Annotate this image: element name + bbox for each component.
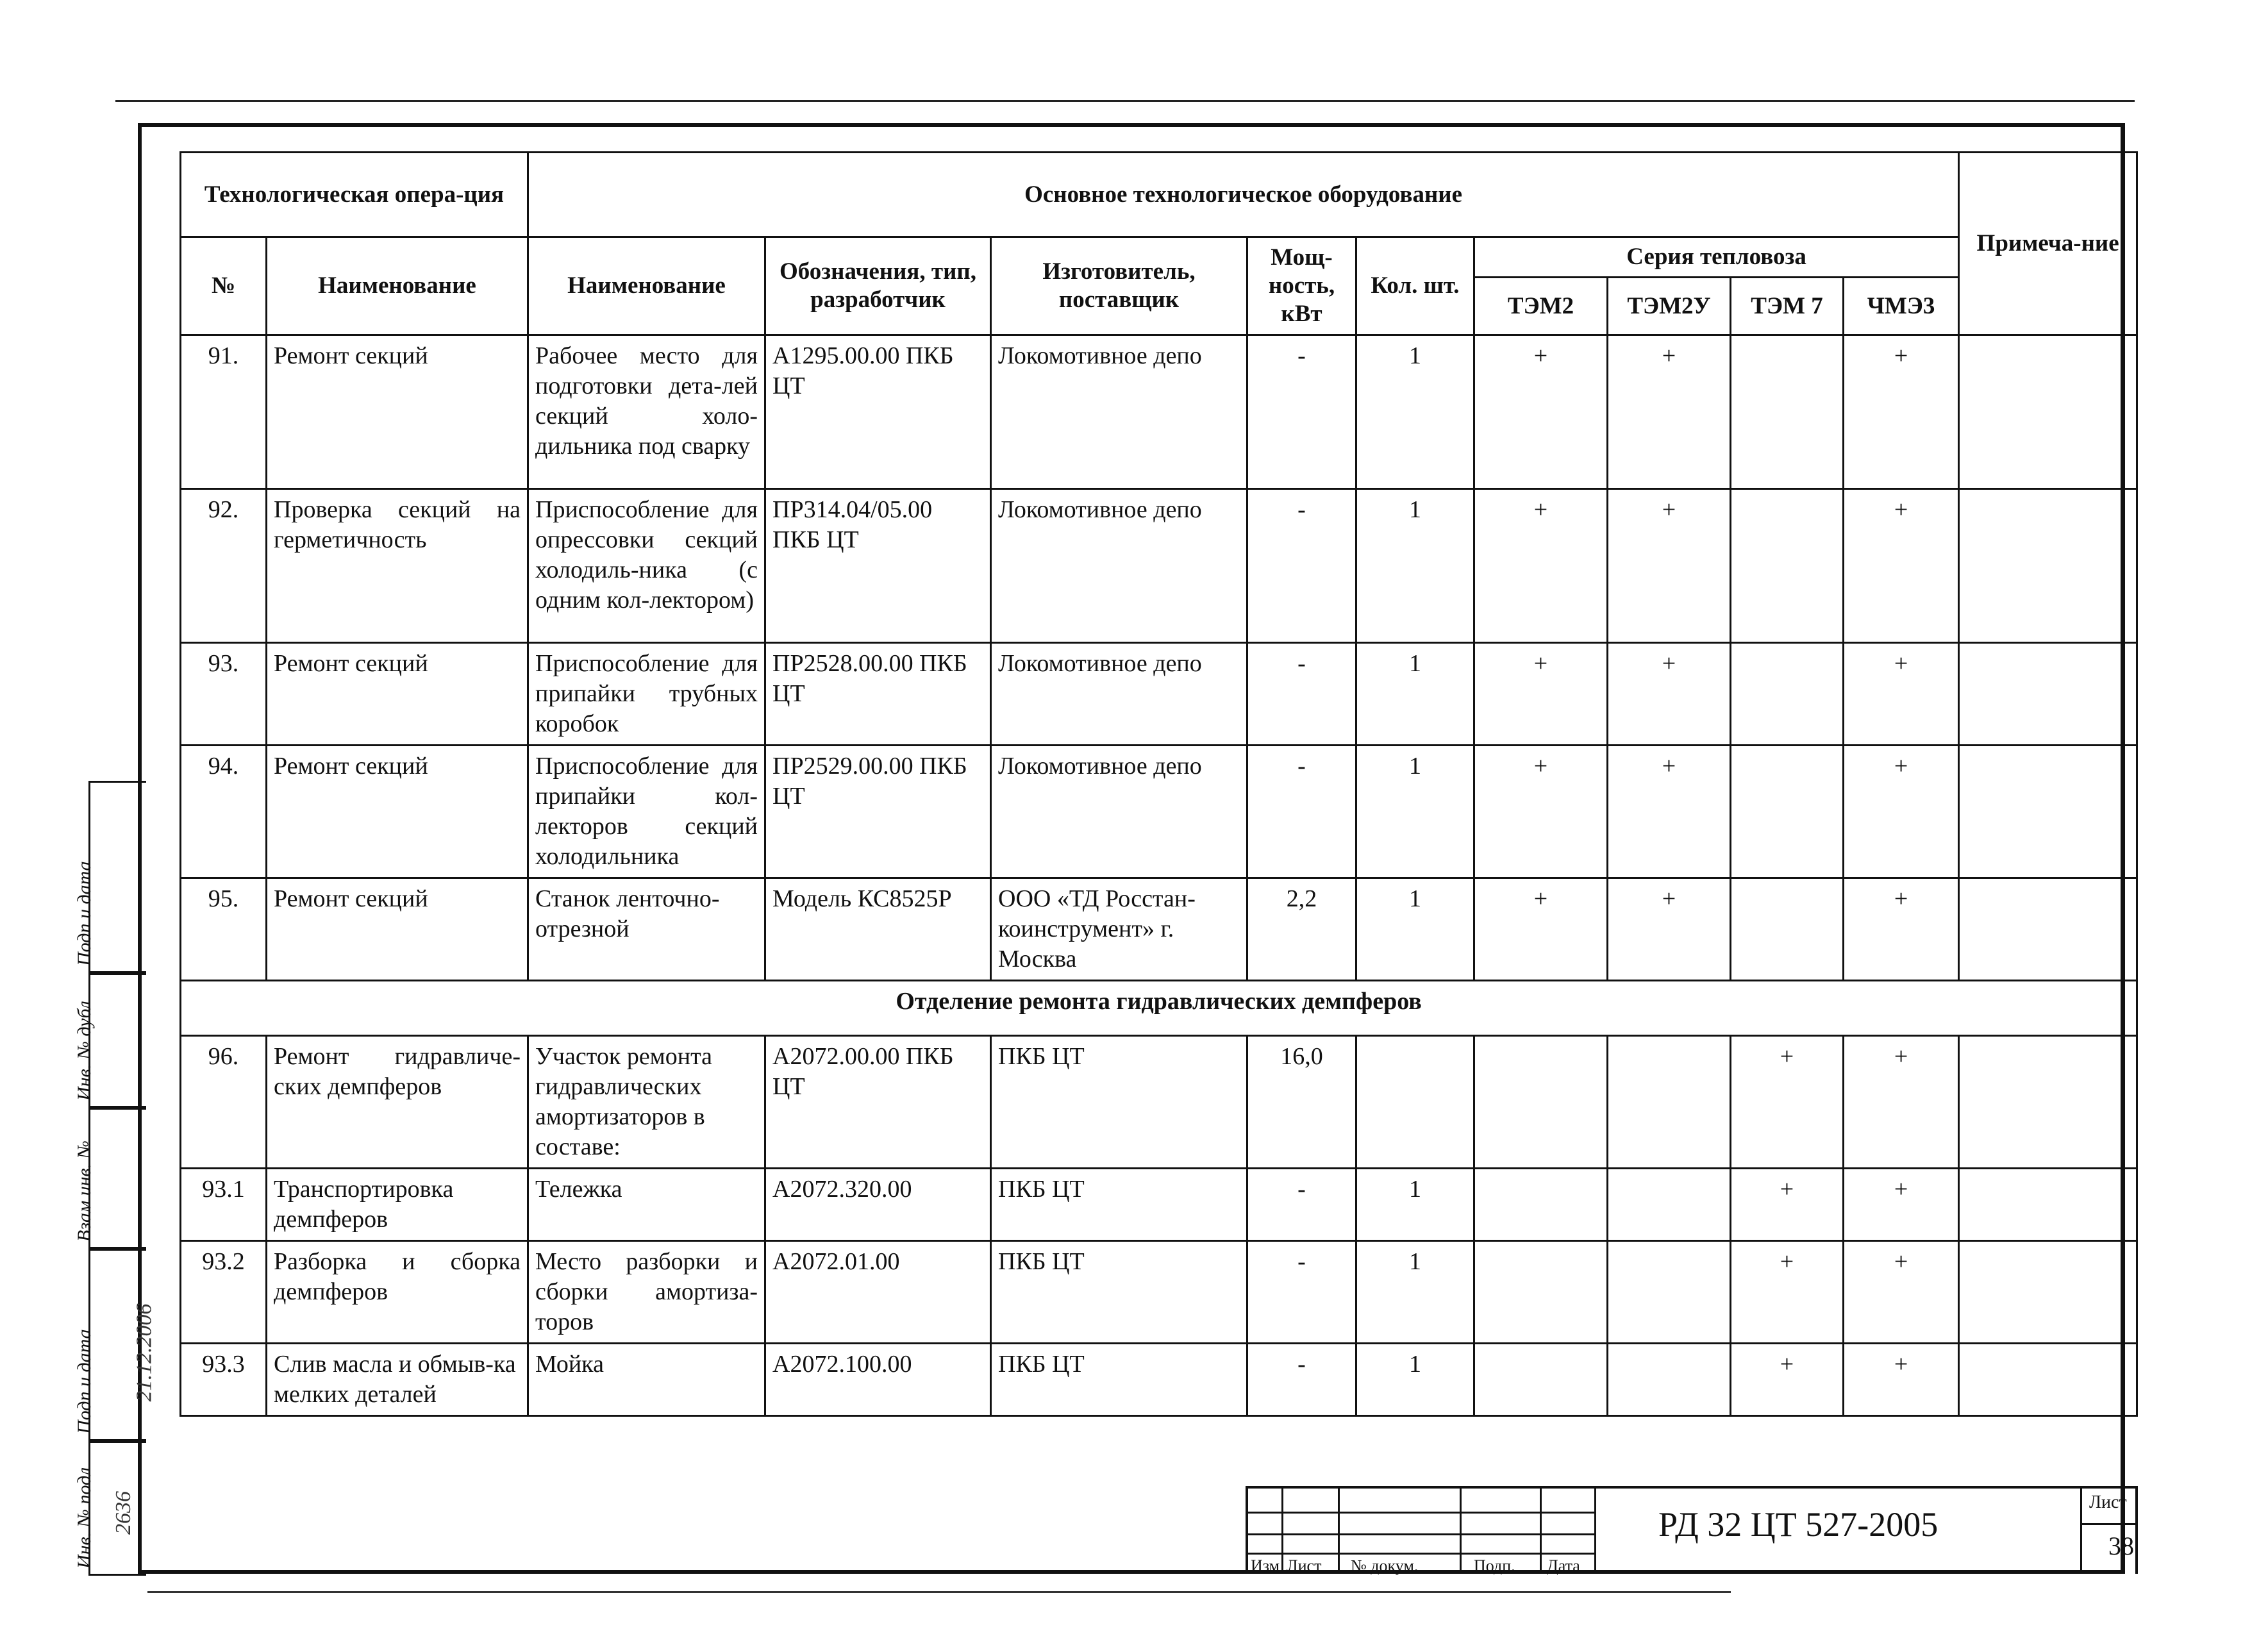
- row-power: 2,2: [1247, 878, 1356, 981]
- side-label-podp-data-1: Подп и дата: [74, 861, 95, 966]
- row-manufacturer: Локомотивное депо: [991, 746, 1247, 878]
- tb-divider: [1281, 1489, 1283, 1574]
- row-operation: Слив масла и обмыв-ка мелких деталей: [267, 1344, 528, 1416]
- equipment-table: [179, 151, 2138, 1417]
- row-num: 94.: [181, 746, 267, 878]
- side-label-podp-data-2: Подп и дата: [74, 1329, 95, 1434]
- row-s-chme3: +: [1844, 746, 1959, 878]
- tb-label-podp: Подп.: [1474, 1556, 1515, 1575]
- row-operation: Ремонт секций: [267, 335, 528, 489]
- row-s-tem7: +: [1731, 1344, 1844, 1416]
- table-row: [181, 1344, 2137, 1416]
- side-label-inv-dubl: Инв. № дубл: [74, 1001, 95, 1101]
- row-s-tem2u: [1608, 1169, 1731, 1241]
- row-s-tem2: [1474, 1036, 1608, 1169]
- tb-divider: [1594, 1489, 1596, 1574]
- row-designation: А2072.100.00: [765, 1344, 991, 1416]
- row-s-chme3: +: [1844, 1036, 1959, 1169]
- tb-hline: [1248, 1512, 1594, 1514]
- row-designation: ПР2528.00.00 ПКБ ЦТ: [765, 643, 991, 746]
- header-designation: Обозначения, тип, разработчик: [765, 237, 991, 335]
- row-equipment: Участок ремонта гидравлических амортизаторов в составе:: [528, 1036, 765, 1169]
- tb-divider: [1460, 1489, 1462, 1574]
- row-qty: 1: [1356, 746, 1474, 878]
- row-num: 96.: [181, 1036, 267, 1169]
- tb-label-doc-no: № докум.: [1351, 1556, 1419, 1575]
- table-row: [181, 1241, 2137, 1344]
- tb-divider: [1338, 1489, 1340, 1574]
- header-tech-operation: Технологическая опера-ция: [181, 153, 528, 237]
- row-qty: 1: [1356, 1169, 1474, 1241]
- table-row: [181, 1169, 2137, 1241]
- bottom-border-line: [147, 1591, 1731, 1593]
- row-manufacturer: Локомотивное депо: [991, 489, 1247, 643]
- side-label-vzam-inv: Взам инв. №: [74, 1140, 95, 1242]
- row-manufacturer: Локомотивное депо: [991, 643, 1247, 746]
- row-note: [1959, 1169, 2137, 1241]
- row-s-tem7: [1731, 643, 1844, 746]
- row-num: 91.: [181, 335, 267, 489]
- row-power: -: [1247, 335, 1356, 489]
- row-operation: Ремонт секций: [267, 643, 528, 746]
- row-equipment: Приспособление для припайки кол-лекторов секций холодильника: [528, 746, 765, 878]
- row-designation: ПР314.04/05.00 ПКБ ЦТ: [765, 489, 991, 643]
- side-cell-podp-data-2: [74, 1249, 156, 1441]
- row-s-tem7: [1731, 335, 1844, 489]
- row-s-chme3: +: [1844, 1241, 1959, 1344]
- side-cell-podp-data-1: [74, 781, 146, 973]
- row-s-tem2: [1474, 1241, 1608, 1344]
- row-s-tem2u: +: [1608, 746, 1731, 878]
- row-note: [1959, 643, 2137, 746]
- row-designation: ПР2529.00.00 ПКБ ЦТ: [765, 746, 991, 878]
- row-s-tem2: +: [1474, 878, 1608, 981]
- tb-label-data: Дата: [1547, 1556, 1580, 1575]
- row-s-tem2u: [1608, 1344, 1731, 1416]
- side-signature-inv: 2636: [112, 1491, 135, 1535]
- row-equipment: Мойка: [528, 1344, 765, 1416]
- row-note: [1959, 1241, 2137, 1344]
- section-row: [181, 981, 2137, 1036]
- row-s-tem2: [1474, 1344, 1608, 1416]
- row-power: -: [1247, 643, 1356, 746]
- table-row: [181, 643, 2137, 746]
- header-qty: Кол. шт.: [1356, 237, 1474, 335]
- row-note: [1959, 1036, 2137, 1169]
- row-operation: Ремонт секций: [267, 746, 528, 878]
- row-note: [1959, 746, 2137, 878]
- row-operation: Ремонт секций: [267, 878, 528, 981]
- row-manufacturer: ПКБ ЦТ: [991, 1169, 1247, 1241]
- row-s-chme3: +: [1844, 1169, 1959, 1241]
- side-signature-date: 21.12.2006: [132, 1303, 156, 1402]
- row-designation: А2072.01.00: [765, 1241, 991, 1344]
- row-s-tem7: +: [1731, 1169, 1844, 1241]
- row-s-tem2u: +: [1608, 643, 1731, 746]
- row-num: 93.1: [181, 1169, 267, 1241]
- row-s-chme3: +: [1844, 489, 1959, 643]
- side-cell-inv-podl: [74, 1441, 146, 1576]
- header-series-chme3: ЧМЭ3: [1844, 278, 1959, 335]
- tb-sheet-hline: [2080, 1523, 2138, 1525]
- row-equipment: Приспособление для опрессовки секций холодиль-ника (с одним кол-лектором): [528, 489, 765, 643]
- row-equipment: Станок ленточно-отрезной: [528, 878, 765, 981]
- row-s-tem2: [1474, 1169, 1608, 1241]
- header-series-tem7: ТЭМ 7: [1731, 278, 1844, 335]
- row-manufacturer: Локомотивное депо: [991, 335, 1247, 489]
- table-row: [181, 489, 2137, 643]
- row-power: -: [1247, 489, 1356, 643]
- row-manufacturer: ООО «ТД Росстан-коинструмент» г. Москва: [991, 878, 1247, 981]
- row-operation: Ремонт гидравличе-ских демпферов: [267, 1036, 528, 1169]
- row-designation: Модель КС8525Р: [765, 878, 991, 981]
- row-s-chme3: +: [1844, 643, 1959, 746]
- row-equipment: Тележка: [528, 1169, 765, 1241]
- row-qty: 1: [1356, 335, 1474, 489]
- header-note: Примеча-ние: [1959, 153, 2137, 335]
- header-manufacturer: Изготовитель, поставщик: [991, 237, 1247, 335]
- header-series-tem2: ТЭМ2: [1474, 278, 1608, 335]
- row-s-tem2u: +: [1608, 878, 1731, 981]
- top-border-line: [115, 100, 2135, 102]
- row-manufacturer: ПКБ ЦТ: [991, 1344, 1247, 1416]
- row-power: 16,0: [1247, 1036, 1356, 1169]
- row-qty: 1: [1356, 489, 1474, 643]
- row-num: 92.: [181, 489, 267, 643]
- header-equipment-name: Наименование: [528, 237, 765, 335]
- row-equipment: Место разборки и сборки амортиза-торов: [528, 1241, 765, 1344]
- tb-divider: [1540, 1489, 1542, 1574]
- header-main-equipment: Основное технологическое оборудование: [528, 153, 1959, 237]
- row-equipment: Рабочее место для подготовки дета-лей секций холо-дильника под сварку: [528, 335, 765, 489]
- tb-hline: [1248, 1553, 1594, 1555]
- title-block: [1246, 1486, 2138, 1574]
- table-row: [181, 746, 2137, 878]
- row-qty: [1356, 1036, 1474, 1169]
- row-designation: А1295.00.00 ПКБ ЦТ: [765, 335, 991, 489]
- row-manufacturer: ПКБ ЦТ: [991, 1241, 1247, 1344]
- table-row: [181, 1036, 2137, 1169]
- row-operation: Проверка секций на герметичность: [267, 489, 528, 643]
- row-note: [1959, 878, 2137, 981]
- row-qty: 1: [1356, 1241, 1474, 1344]
- row-operation: Разборка и сборка демпферов: [267, 1241, 528, 1344]
- row-power: -: [1247, 1241, 1356, 1344]
- tb-label-izm: Изм: [1251, 1556, 1280, 1575]
- row-operation: Транспортировка демпферов: [267, 1169, 528, 1241]
- row-s-chme3: +: [1844, 1344, 1959, 1416]
- row-s-tem2: +: [1474, 746, 1608, 878]
- tb-hline: [1248, 1533, 1594, 1535]
- header-num: №: [181, 237, 267, 335]
- row-s-tem2u: +: [1608, 489, 1731, 643]
- row-s-tem7: +: [1731, 1036, 1844, 1169]
- tb-label-list: Лист: [1287, 1556, 1322, 1575]
- section-title: Отделение ремонта гидравлических демпферов: [181, 981, 2137, 1036]
- header-series: Серия тепловоза: [1474, 237, 1959, 278]
- row-s-tem2: +: [1474, 335, 1608, 489]
- row-equipment: Приспособление для припайки трубных коробок: [528, 643, 765, 746]
- header-power: Мощ-ность, кВт: [1247, 237, 1356, 335]
- table-row: [181, 335, 2137, 489]
- row-s-tem7: [1731, 746, 1844, 878]
- row-s-tem2: +: [1474, 489, 1608, 643]
- row-qty: 1: [1356, 643, 1474, 746]
- row-s-tem2u: [1608, 1036, 1731, 1169]
- side-cell-vzam-inv: [74, 1108, 146, 1249]
- row-note: [1959, 1344, 2137, 1416]
- row-s-tem2: +: [1474, 643, 1608, 746]
- row-s-chme3: +: [1844, 335, 1959, 489]
- tb-divider: [2080, 1489, 2082, 1574]
- row-power: -: [1247, 1344, 1356, 1416]
- side-stamp: [74, 781, 156, 1576]
- row-power: -: [1247, 1169, 1356, 1241]
- row-num: 93.2: [181, 1241, 267, 1344]
- sheet-number: 38: [2108, 1531, 2134, 1560]
- header-series-tem2u: ТЭМ2У: [1608, 278, 1731, 335]
- row-s-tem7: [1731, 489, 1844, 643]
- row-num: 95.: [181, 878, 267, 981]
- row-qty: 1: [1356, 1344, 1474, 1416]
- row-s-chme3: +: [1844, 878, 1959, 981]
- header-operation-name: Наименование: [267, 237, 528, 335]
- row-designation: А2072.00.00 ПКБ ЦТ: [765, 1036, 991, 1169]
- document-code: РД 32 ЦТ 527-2005: [1658, 1505, 1939, 1544]
- row-s-tem2u: [1608, 1241, 1731, 1344]
- row-s-tem2u: +: [1608, 335, 1731, 489]
- side-label-inv-podl: Инв. № подл: [74, 1467, 95, 1569]
- row-num: 93.3: [181, 1344, 267, 1416]
- row-s-tem7: +: [1731, 1241, 1844, 1344]
- row-qty: 1: [1356, 878, 1474, 981]
- row-note: [1959, 335, 2137, 489]
- table-row: [181, 878, 2137, 981]
- row-s-tem7: [1731, 878, 1844, 981]
- side-cell-inv-dubl: [74, 973, 146, 1108]
- row-note: [1959, 489, 2137, 643]
- row-num: 93.: [181, 643, 267, 746]
- row-power: -: [1247, 746, 1356, 878]
- sheet-label: Лист: [2089, 1492, 2127, 1512]
- row-designation: А2072.320.00: [765, 1169, 991, 1241]
- row-manufacturer: ПКБ ЦТ: [991, 1036, 1247, 1169]
